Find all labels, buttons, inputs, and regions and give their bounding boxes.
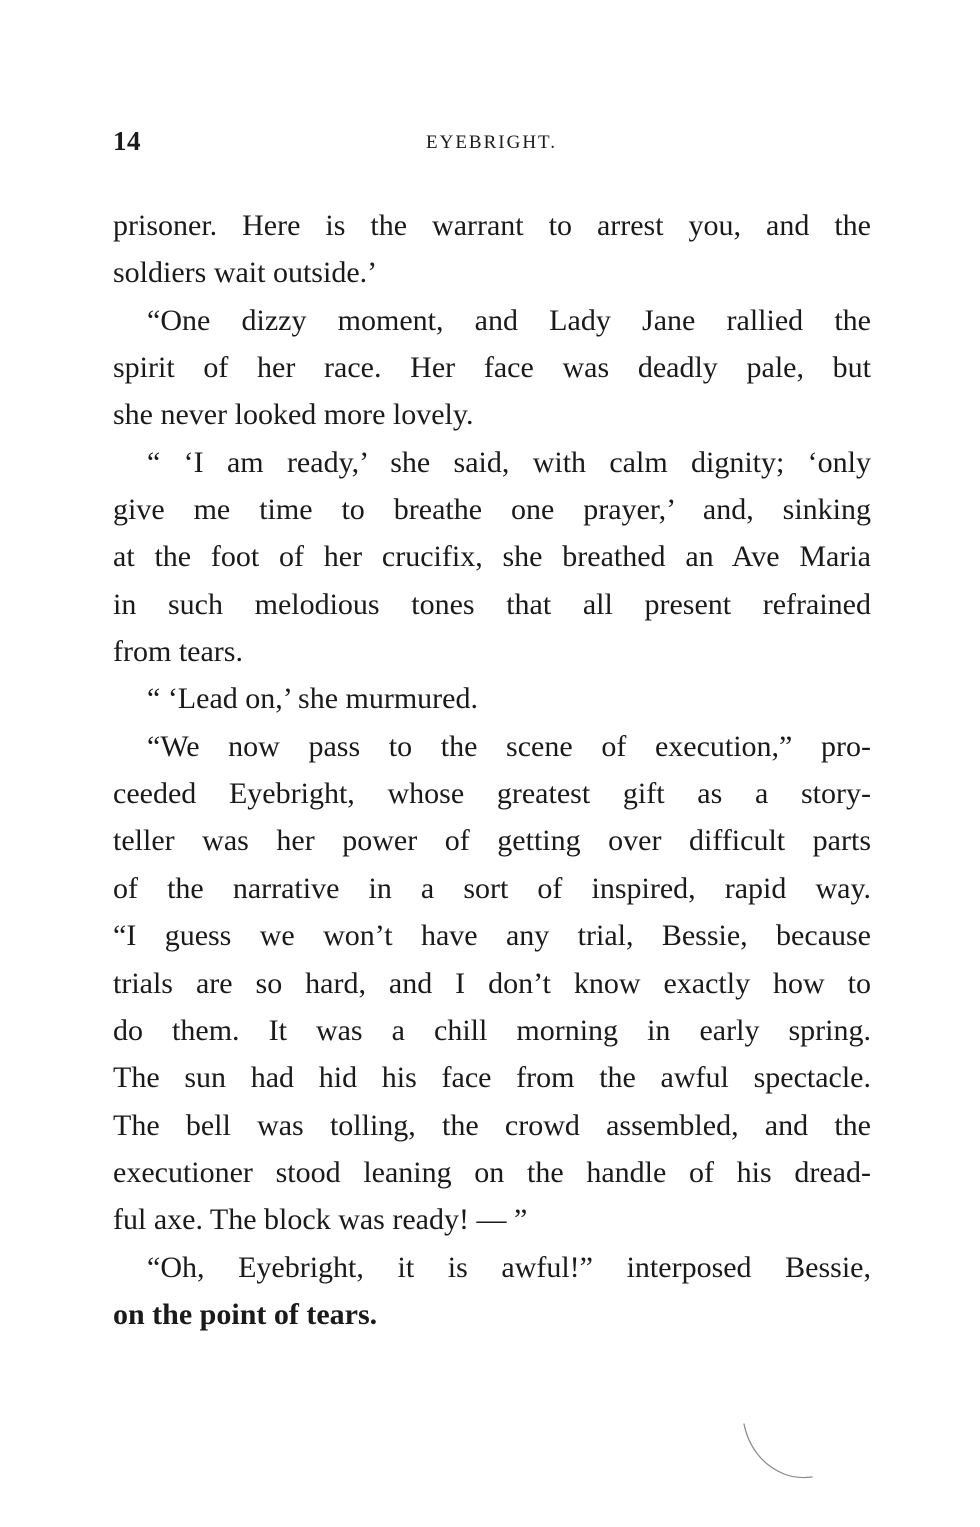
text-line: in such melodious tones that all present refrained bbox=[113, 587, 871, 621]
text-line: from tears. bbox=[113, 635, 243, 669]
text-line: ceeded Eyebright, whose greatest gift as a story- bbox=[113, 777, 871, 811]
text-line: of the narrative in a sort of inspired, rapid way. bbox=[113, 871, 871, 905]
text-line: executioner stood leaning on the handle of his dread- bbox=[113, 1155, 871, 1189]
text-line: do them. It was a chill morning in early spring. bbox=[113, 1013, 871, 1047]
page-number: 14 bbox=[113, 126, 141, 156]
text-line: ful axe. The block was ready! — ” bbox=[113, 1203, 528, 1237]
text-line: trials are so hard, and I don’t know exactly how to bbox=[113, 966, 871, 1000]
text-line: teller was her power of getting over difficult parts bbox=[113, 824, 871, 858]
pencil-mark bbox=[740, 1420, 820, 1484]
text-line: The sun had hid his face from the awful spectacle. bbox=[113, 1061, 871, 1095]
text-line: “Oh, Eyebright, it is awful!” interposed Bessie, bbox=[147, 1250, 871, 1284]
text-line: on the point of tears. bbox=[113, 1297, 378, 1331]
text-line: soldiers wait outside.’ bbox=[113, 256, 378, 290]
text-line: “One dizzy moment, and Lady Jane rallied the bbox=[147, 303, 871, 337]
body-text bbox=[113, 202, 871, 1338]
text-line: prisoner. Here is the warrant to arrest you, and the bbox=[113, 209, 871, 242]
page-header bbox=[113, 126, 870, 166]
text-line: give me time to breathe one prayer,’ and, sinking bbox=[113, 493, 871, 527]
text-line: at the foot of her crucifix, she breathed an Ave Maria bbox=[113, 540, 871, 574]
text-line: The bell was tolling, the crowd assembled, and the bbox=[113, 1108, 871, 1142]
text-line: “I guess we won’t have any trial, Bessie, because bbox=[113, 919, 871, 953]
text-line: she never looked more lovely. bbox=[113, 398, 474, 432]
text-line: “We now pass to the scene of execution,” pro- bbox=[147, 729, 871, 763]
running-title: EYEBRIGHT. bbox=[426, 132, 557, 153]
text-line: spirit of her race. Her face was deadly pale, but bbox=[113, 351, 871, 385]
text-line: “ ‘I am ready,’ she said, with calm dignity; ‘only bbox=[147, 445, 871, 479]
text-line: “ ‘Lead on,’ she murmured. bbox=[147, 682, 478, 716]
